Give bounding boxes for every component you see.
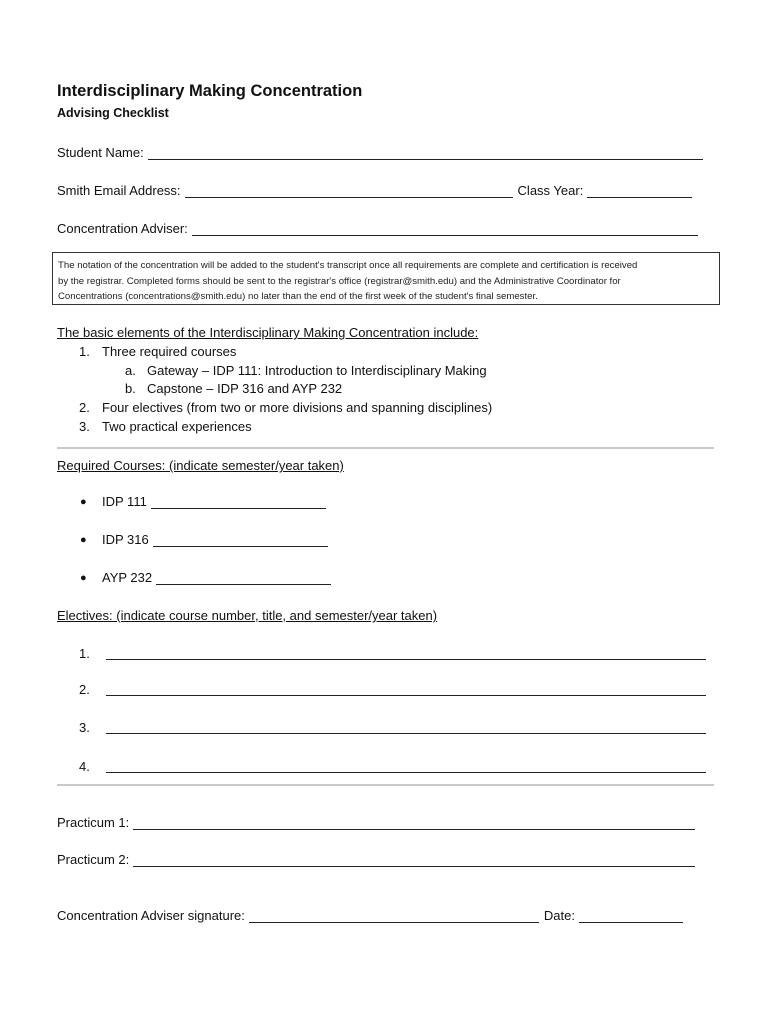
course-semester-line[interactable] (153, 534, 328, 547)
page-subtitle: Advising Checklist (57, 106, 169, 120)
element-item-2: Four electives (from two or more divisions and spanning disciplines) (102, 400, 493, 415)
required-course-row (102, 494, 326, 509)
practicum-2-field (57, 852, 695, 867)
practicum-2-label: Practicum 2: (57, 852, 130, 867)
elective-input-line[interactable] (106, 647, 706, 660)
course-label: IDP 111 (102, 494, 147, 509)
email-field (57, 183, 692, 198)
required-course-row (102, 532, 328, 547)
bullet-icon: ● (80, 534, 87, 546)
element-num-1b: b. (125, 381, 136, 396)
email-label: Smith Email Address: (57, 183, 181, 198)
section-divider (57, 447, 714, 449)
element-num-3: 3. (79, 419, 90, 434)
element-num-1: 1. (79, 344, 90, 359)
element-item-1: Three required courses (102, 344, 237, 359)
adviser-field (57, 221, 698, 236)
electives-heading: Electives: (indicate course number, title, and semester/year taken) (57, 608, 438, 623)
element-num-1a: a. (125, 363, 136, 378)
practicum-1-label: Practicum 1: (57, 815, 130, 830)
date-label: Date: (543, 908, 575, 923)
adviser-label: Concentration Adviser: (57, 221, 188, 236)
student-name-label: Student Name: (57, 145, 144, 160)
student-name-field (57, 145, 703, 160)
course-semester-line[interactable] (151, 496, 326, 509)
signature-field (57, 908, 683, 923)
elective-number: 1. (79, 646, 90, 661)
adviser-input-line[interactable] (192, 223, 698, 236)
elective-input-line[interactable] (106, 760, 706, 773)
course-semester-line[interactable] (156, 572, 331, 585)
elective-input-line[interactable] (106, 721, 706, 734)
required-course-row (102, 570, 331, 585)
practicum-2-input-line[interactable] (133, 854, 695, 867)
student-name-input-line[interactable] (148, 147, 703, 160)
notice-line-1: The notation of the concentration will be added to the student's transcript once all requirements are complete and certification is received (58, 260, 638, 271)
elective-number: 2. (79, 682, 90, 697)
element-item-1a: Gateway – IDP 111: Introduction to Interdisciplinary Making (147, 363, 487, 378)
email-input-line[interactable] (185, 185, 513, 198)
signature-label: Concentration Adviser signature: (57, 908, 245, 923)
elective-input-line[interactable] (106, 683, 706, 696)
elective-number: 4. (79, 759, 90, 774)
notice-line-3: Concentrations (concentrations@smith.edu) no later than the end of the first week of the student's final semester. (58, 291, 538, 302)
required-courses-heading: Required Courses: (indicate semester/year taken) (57, 458, 344, 473)
elective-number: 3. (79, 720, 90, 735)
date-input-line[interactable] (579, 910, 683, 923)
practicum-1-input-line[interactable] (133, 817, 695, 830)
class-year-label: Class Year: (517, 183, 584, 198)
page-title: Interdisciplinary Making Concentration (57, 82, 363, 100)
bullet-icon: ● (80, 496, 87, 508)
signature-input-line[interactable] (249, 910, 539, 923)
element-item-3: Two practical experiences (102, 419, 252, 434)
practicum-1-field (57, 815, 695, 830)
course-label: AYP 232 (102, 570, 153, 585)
transcript-notice (52, 252, 720, 305)
section-divider (57, 784, 714, 786)
element-item-1b: Capstone – IDP 316 and AYP 232 (147, 381, 343, 396)
notice-line-2: by the registrar. Completed forms should be sent to the registrar's office (registrar@smith.edu) and the Administrative Coordinator for (58, 275, 621, 287)
course-label: IDP 316 (102, 532, 149, 547)
element-num-2: 2. (79, 400, 90, 415)
bullet-icon: ● (80, 572, 87, 584)
elements-heading: The basic elements of the Interdisciplinary Making Concentration include: (57, 325, 479, 340)
class-year-input-line[interactable] (587, 185, 692, 198)
